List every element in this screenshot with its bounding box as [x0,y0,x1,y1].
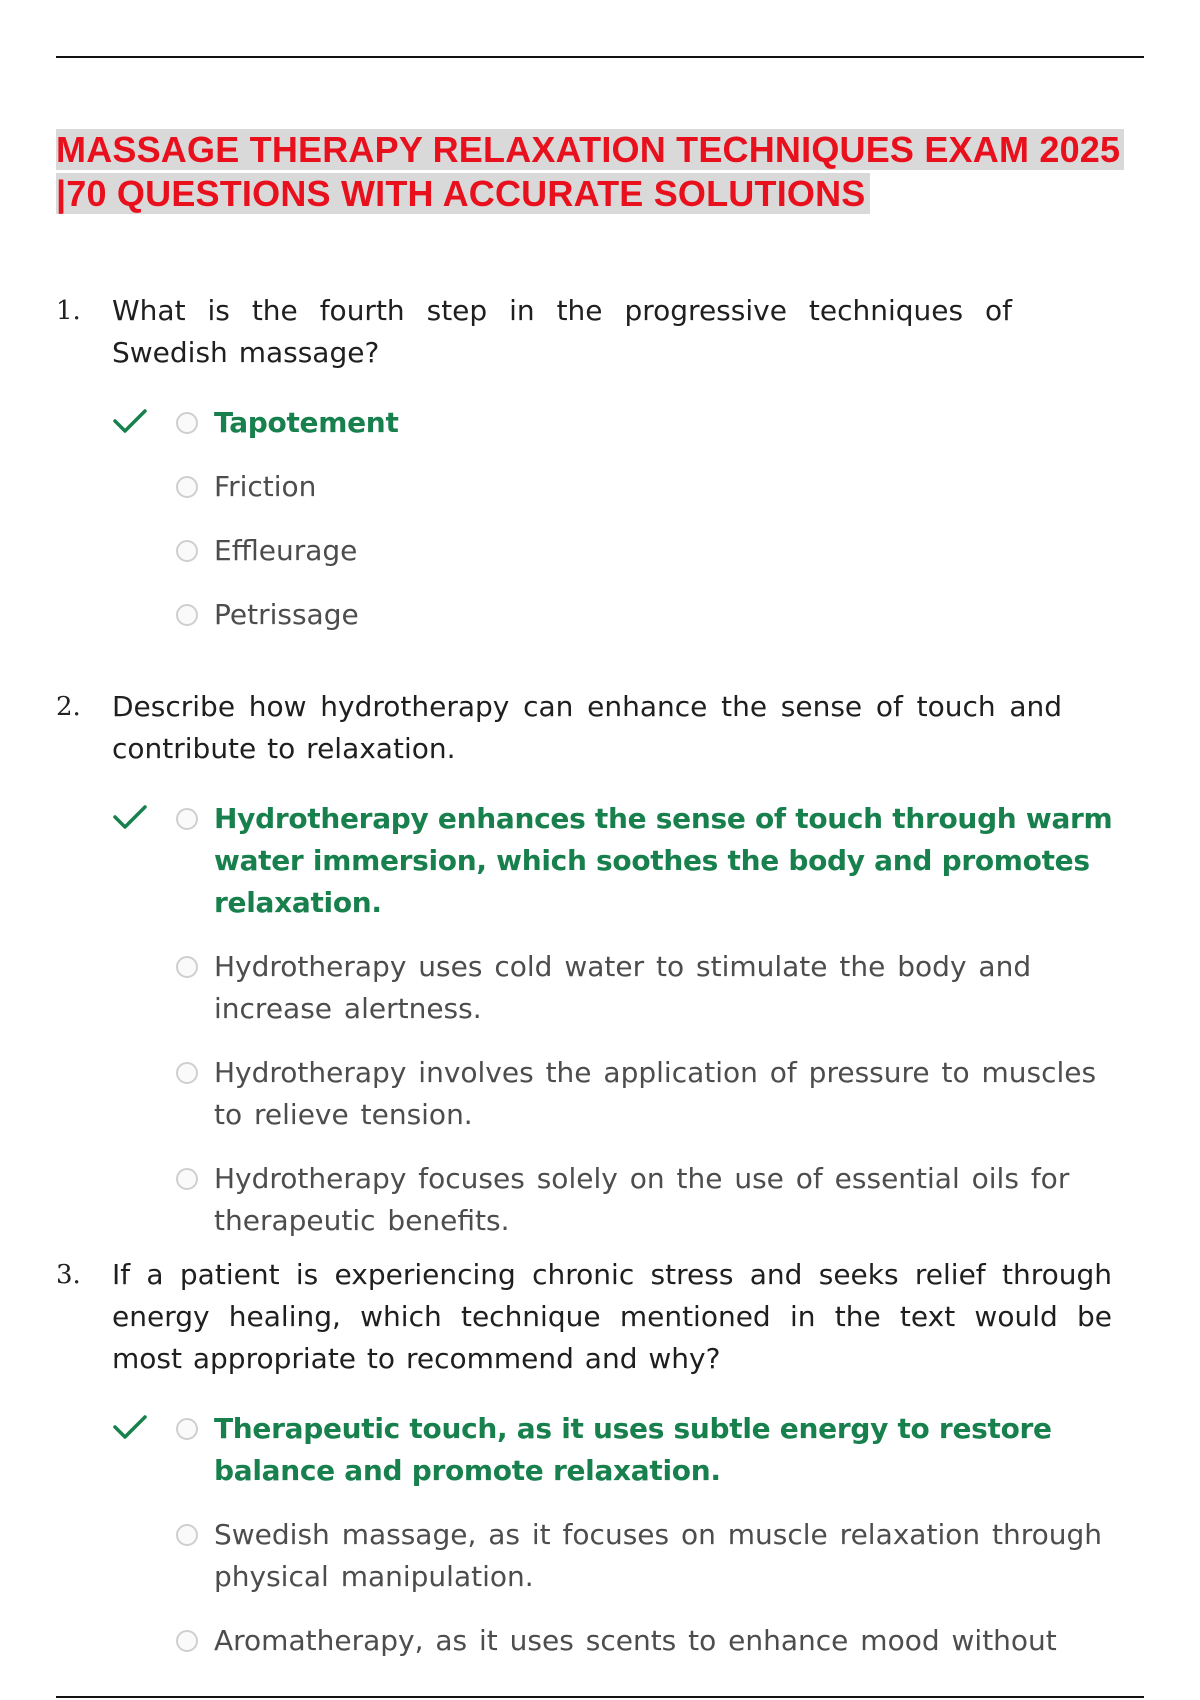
question-text: What is the fourth step in the progressive techniques of Swedish massage? [112,294,1012,369]
question-1 [56,290,1136,658]
document-title [56,128,1156,216]
option[interactable] [56,594,1136,636]
option-correct[interactable] [56,402,1136,444]
options-list [56,402,1136,636]
option-correct[interactable] [56,798,1136,924]
radio-icon[interactable] [176,540,198,562]
checkmark-icon [112,406,148,436]
radio-icon[interactable] [176,956,198,978]
options-list [56,798,1136,1242]
question-number: 2. [56,692,81,722]
option-text: Tapotement [214,406,399,439]
option-text: Hydrotherapy uses cold water to stimulate the body and increase alertness. [214,950,1032,1025]
option-text: Effleurage [214,534,358,567]
radio-icon[interactable] [176,604,198,626]
question-number: 1. [56,296,81,326]
question-text: Describe how hydrotherapy can enhance the sense of touch and contribute to relaxation. [112,690,1062,765]
question-2 [56,686,1136,1264]
option-text: Petrissage [214,598,359,631]
radio-icon[interactable] [176,476,198,498]
options-list [56,1408,1136,1662]
bottom-rule [56,1696,1144,1698]
title-line-2: |70 QUESTIONS WITH ACCURATE SOLUTIONS [56,173,870,214]
option-text: Hydrotherapy involves the application of pressure to muscles to relieve tension. [214,1056,1097,1131]
option-text: Friction [214,470,317,503]
option-text: Aromatherapy, as it uses scents to enhance mood without [214,1624,1057,1657]
option[interactable] [56,1620,1136,1662]
question-3 [56,1254,1136,1684]
option-text: Therapeutic touch, as it uses subtle energy to restore balance and promote relaxation. [214,1412,1052,1487]
radio-icon[interactable] [176,1168,198,1190]
radio-icon[interactable] [176,1524,198,1546]
question-number: 3. [56,1260,81,1290]
option[interactable] [56,1052,1136,1136]
option-correct[interactable] [56,1408,1136,1492]
option[interactable] [56,946,1136,1030]
title-line-1: MASSAGE THERAPY RELAXATION TECHNIQUES EXAM 2025 [56,129,1124,170]
option-text: Hydrotherapy focuses solely on the use of essential oils for therapeutic benefits. [214,1162,1070,1237]
top-rule [56,56,1144,58]
checkmark-icon [112,1412,148,1442]
question-text: If a patient is experiencing chronic stress and seeks relief through energy healing, which technique mentioned in the text would be most appropriate to recommend and why? [112,1258,1112,1375]
option[interactable] [56,1158,1136,1242]
option-text: Swedish massage, as it focuses on muscle relaxation through physical manipulation. [214,1518,1103,1593]
radio-icon[interactable] [176,1062,198,1084]
option[interactable] [56,466,1136,508]
option[interactable] [56,530,1136,572]
option[interactable] [56,1514,1136,1598]
checkmark-icon [112,802,148,832]
option-text: Hydrotherapy enhances the sense of touch through warm water immersion, which soothes the body and promotes relaxation. [214,802,1113,919]
radio-icon[interactable] [176,1418,198,1440]
radio-icon[interactable] [176,808,198,830]
radio-icon[interactable] [176,412,198,434]
radio-icon[interactable] [176,1630,198,1652]
